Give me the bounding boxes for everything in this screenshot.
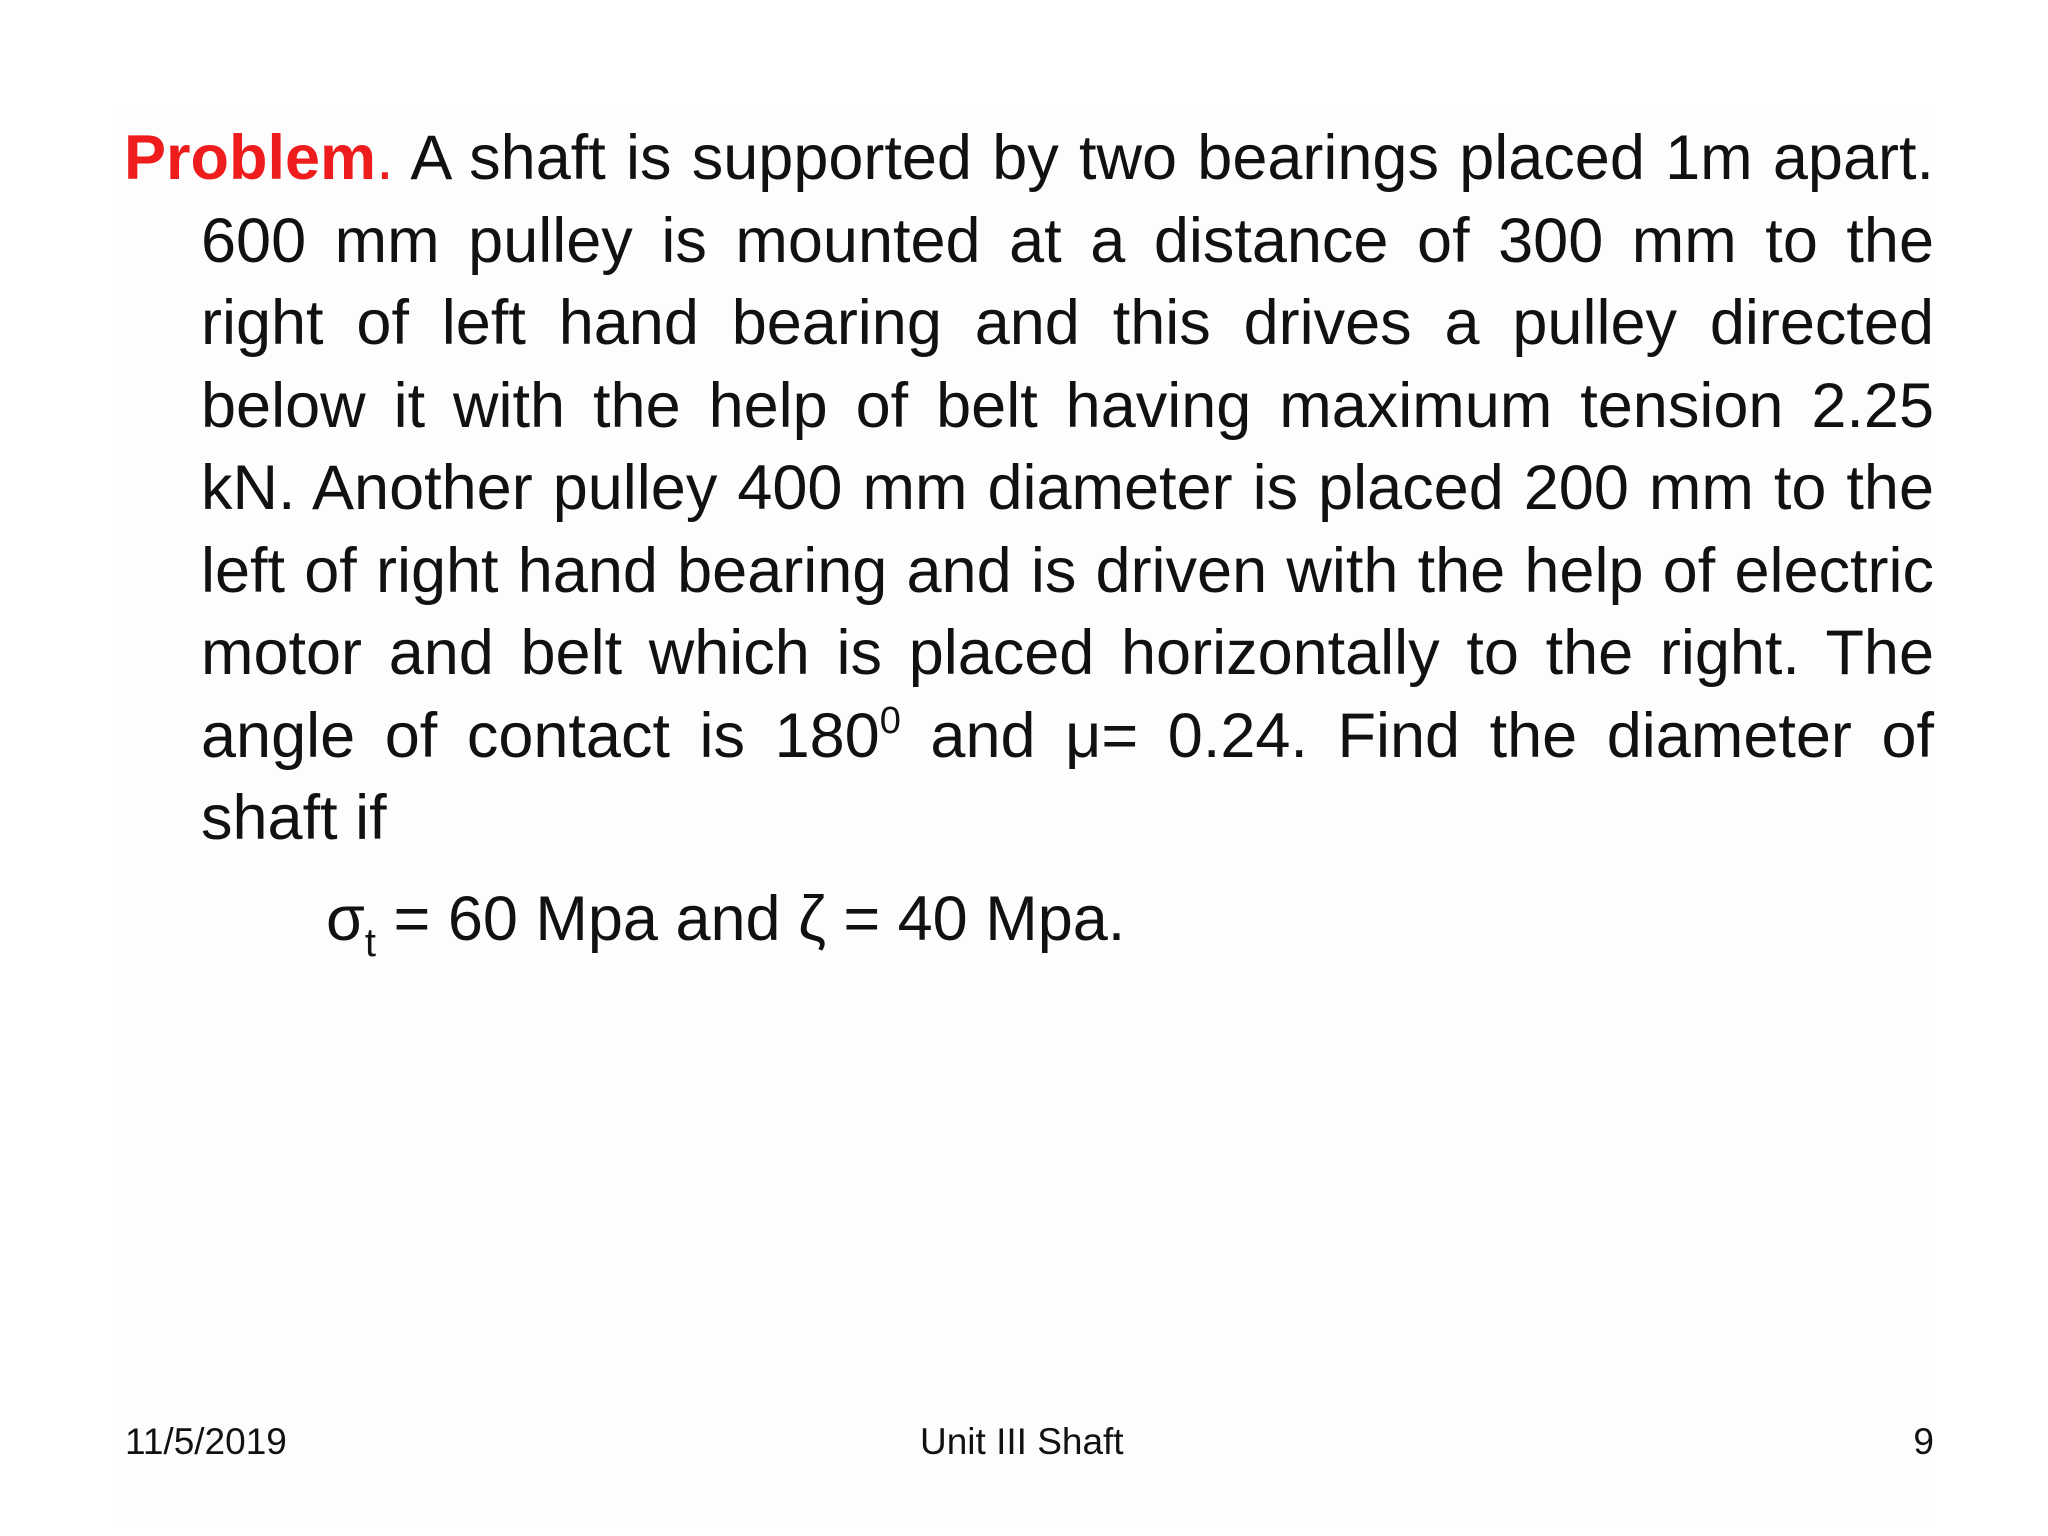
footer-page-number: 9	[1913, 1421, 1934, 1462]
problem-label: Problem	[124, 123, 377, 193]
angle-superscript: 0	[879, 699, 901, 742]
stress-equation	[326, 878, 1126, 965]
problem-statement	[124, 117, 1934, 860]
sigma-subscript: t	[364, 921, 377, 965]
sigma-symbol: σ	[326, 884, 365, 954]
equation-rest: = 60 Mpa and ζ = 40 Mpa.	[376, 884, 1126, 954]
footer-date: 11/5/2019	[125, 1421, 287, 1462]
footer-title: Unit III Shaft	[920, 1421, 1124, 1462]
problem-text-part1: A shaft is supported by two bearings placed 1m apart. 600 mm pulley is mounted at a distance of 300 mm to the right of left hand bearing and this drives a pulley directed below it with the help of belt having maximum tension 2.25 kN. Another pulley 400 mm diameter is placed 200 mm to the left of right hand bearing and is driven with the help of electric motor and belt which is placed horizontally to the right. The angle of contact is 180	[201, 123, 1934, 771]
problem-text-part2: and μ= 0.24. Find the diameter of shaft if	[201, 700, 1934, 853]
problem-label-dot: .	[376, 123, 394, 193]
